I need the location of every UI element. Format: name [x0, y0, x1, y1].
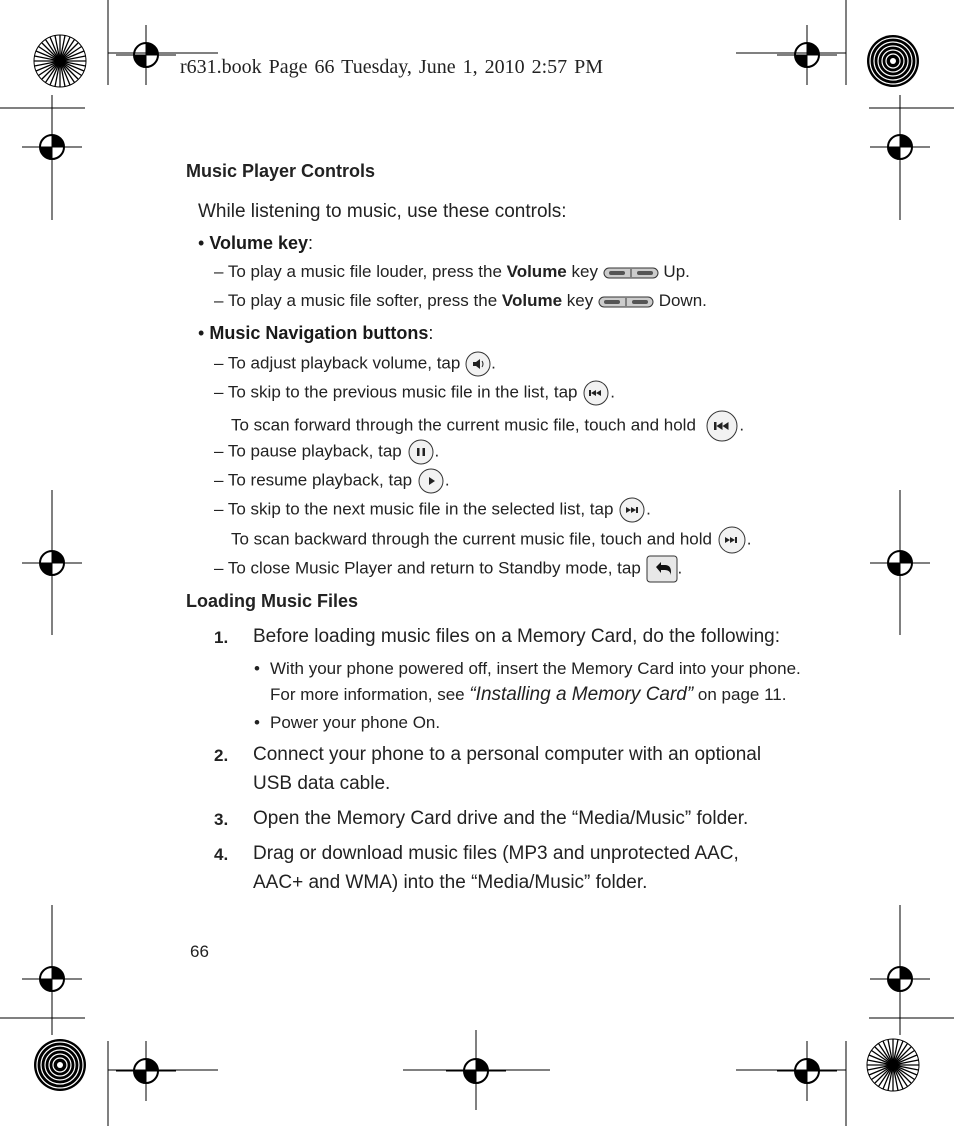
section-heading-loading-music-files: Loading Music Files [186, 591, 359, 611]
intro-text: While listening to music, use these controls: [198, 201, 567, 222]
step-text: Before loading music files on a Memory Card, do the following: [253, 626, 780, 647]
nav-line-pause: – To pause playback, tap . [214, 439, 439, 465]
nav-line-previous: – To skip to the previous music file in the list, tap . [214, 380, 615, 406]
step-number: 2. [214, 746, 229, 765]
step-text: AAC+ and WMA) into the “Media/Music” folder. [253, 872, 648, 893]
speaker-icon [465, 351, 491, 377]
substep-reference: For more information, see “Installing a Memory Card” on page 11. [270, 684, 787, 705]
substep-text: Power your phone On. [270, 713, 441, 732]
bullet-glyph: • [198, 323, 205, 343]
bullet-volume-key [198, 233, 313, 254]
volume-up-line: – To play a music file louder, press the Volume key Up. [214, 262, 690, 281]
step-text: USB data cable. [253, 773, 391, 794]
step-number: 3. [214, 810, 229, 829]
volume-rocker-icon [603, 266, 659, 280]
bullet-glyph: • [198, 233, 205, 253]
bullet-music-navigation-buttons [198, 323, 433, 344]
nav-line-close: – To close Music Player and return to Standby mode, tap . [214, 555, 682, 583]
nav-line-volume: – To adjust playback volume, tap . [214, 351, 496, 377]
previous-track-icon [705, 410, 739, 442]
step-number: 4. [214, 845, 229, 864]
bullet-label: Volume key [209, 233, 309, 253]
bullet-colon: : [308, 233, 314, 253]
play-icon [417, 468, 445, 494]
cross-reference-link[interactable]: “Installing a Memory Card” [469, 684, 694, 705]
pause-icon [407, 439, 435, 465]
section-heading-music-player-controls: Music Player Controls [186, 161, 376, 181]
step-text: Drag or download music files (MP3 and unprotected AAC, [253, 843, 739, 864]
step-text: Open the Memory Card drive and the “Media/Music” folder. [253, 808, 749, 829]
next-track-icon [618, 497, 646, 523]
volume-rocker-icon [598, 295, 654, 309]
nav-line-scan-backward: To scan backward through the current music file, touch and hold . [231, 526, 751, 554]
substep-text: With your phone powered off, insert the Memory Card into your phone. [270, 659, 801, 678]
back-arrow-icon [646, 555, 678, 583]
step-number: 1. [214, 628, 229, 647]
previous-track-icon [582, 380, 610, 406]
next-track-icon [717, 526, 747, 554]
nav-line-next: – To skip to the next music file in the selected list, tap . [214, 497, 651, 523]
bullet-label: Music Navigation buttons [209, 323, 429, 343]
nav-line-scan-forward: To scan forward through the current music file, touch and hold . [231, 410, 744, 442]
bullet-colon: : [428, 323, 434, 343]
substep-bullet: • [254, 659, 260, 678]
page-number: 66 [190, 942, 209, 961]
volume-down-line: – To play a music file softer, press the Volume key Down. [214, 291, 707, 310]
substep-bullet: • [254, 713, 260, 732]
print-slug: r631.book Page 66 Tuesday, June 1, 2010 2:57 PM [180, 56, 604, 78]
step-text: Connect your phone to a personal computer with an optional [253, 744, 762, 765]
nav-line-resume: – To resume playback, tap . [214, 468, 450, 494]
